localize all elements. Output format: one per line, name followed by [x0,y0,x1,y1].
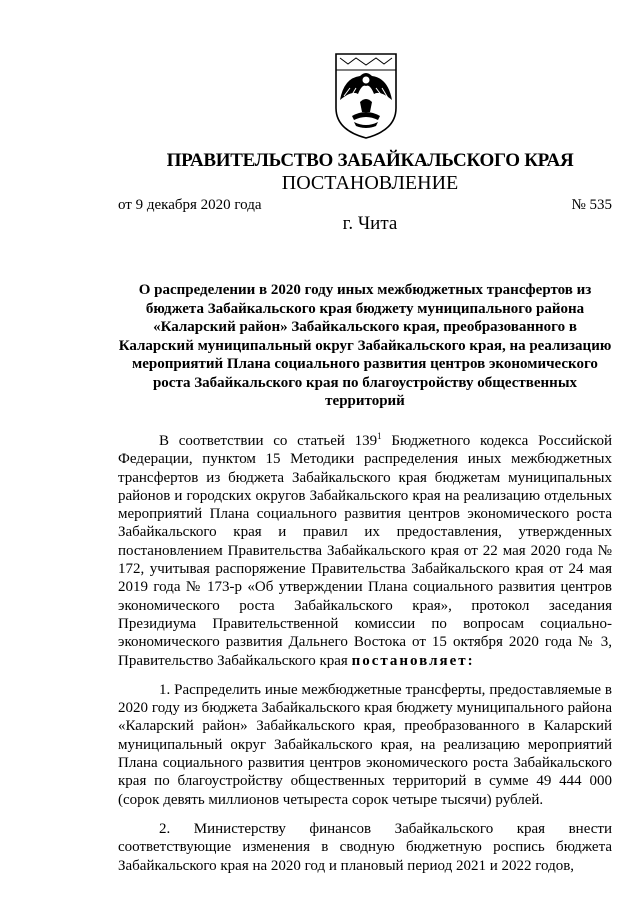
article-superscript: 1 [377,431,382,441]
item-2-paragraph: 2. Министерству финансов Забайкальского края внести соответствующие изменения в сводную бюджетную роспись бюджета Забайкальского края на 2020 год и плановый период 2021 и 2022 годов, [118,820,612,874]
document-city: г. Чита [342,213,398,234]
document-date: от 9 декабря 2020 года [118,197,262,213]
coat-of-arms-emblem [330,50,402,142]
document-body [118,432,612,875]
intro-text-rest: Бюджетного кодекса Российской Федерации, пунктом 15 Методики распределения иных межбюджетных трансфертов из бюджета Забайкальского края бюджетам муниципальных районов и городских округов Забайкальского края на реализацию отдельных мероприятий Плана социального развития центров экономического роста Забайкальского края и правил их предоставления, утвержденных постановлением Правительства Забайкальского края от 22 мая 2020 года № 172, учитывая распоряжение Правительства Забайкальского края от 24 мая 2019 года № 173-р «Об утверждении Плана социального развития центров экономического роста Забайкальского края», протокол заседания Президиума Правительственной комиссии по вопросам социально-экономического развития Дальнего Востока от 15 октября 2020 года № 3, Правительство Забайкальского края [118,433,612,669]
document-subject: О распределении в 2020 году иных межбюджетных трансфертов из бюджета Забайкальского края бюджету муниципального района «Каларский район» Забайкальского края, преобразованного в Каларский муниципальный округ Забайкальского края, на реализацию мероприятий Плана социального развития центров экономического роста Забайкальского края по благоустройству общественных территорий [118,282,612,409]
decree-word: постановляет: [351,652,475,669]
government-title: ПРАВИТЕЛЬСТВО ЗАБАЙКАЛЬСКОГО КРАЯ [166,150,574,171]
intro-paragraph [118,432,612,670]
document-number: № 535 [571,197,612,213]
item-1-paragraph: 1. Распределить иные межбюджетные трансферты, предоставляемые в 2020 году из бюджета Забайкальского края бюджету муниципального района «Каларский район» Забайкальского края, преобразованного в Каларский муниципальный округ Забайкальского края, на реализацию мероприятий Плана социального развития центров экономического роста Забайкальского края по благоустройству общественных территорий в сумме 49 444 000 (сорок девять миллионов четыреста сорок четыре тысячи) рублей. [118,681,612,808]
intro-text-start: В соответствии со статьей 139 [159,433,378,449]
document-type: ПОСТАНОВЛЕНИЕ [281,172,459,194]
